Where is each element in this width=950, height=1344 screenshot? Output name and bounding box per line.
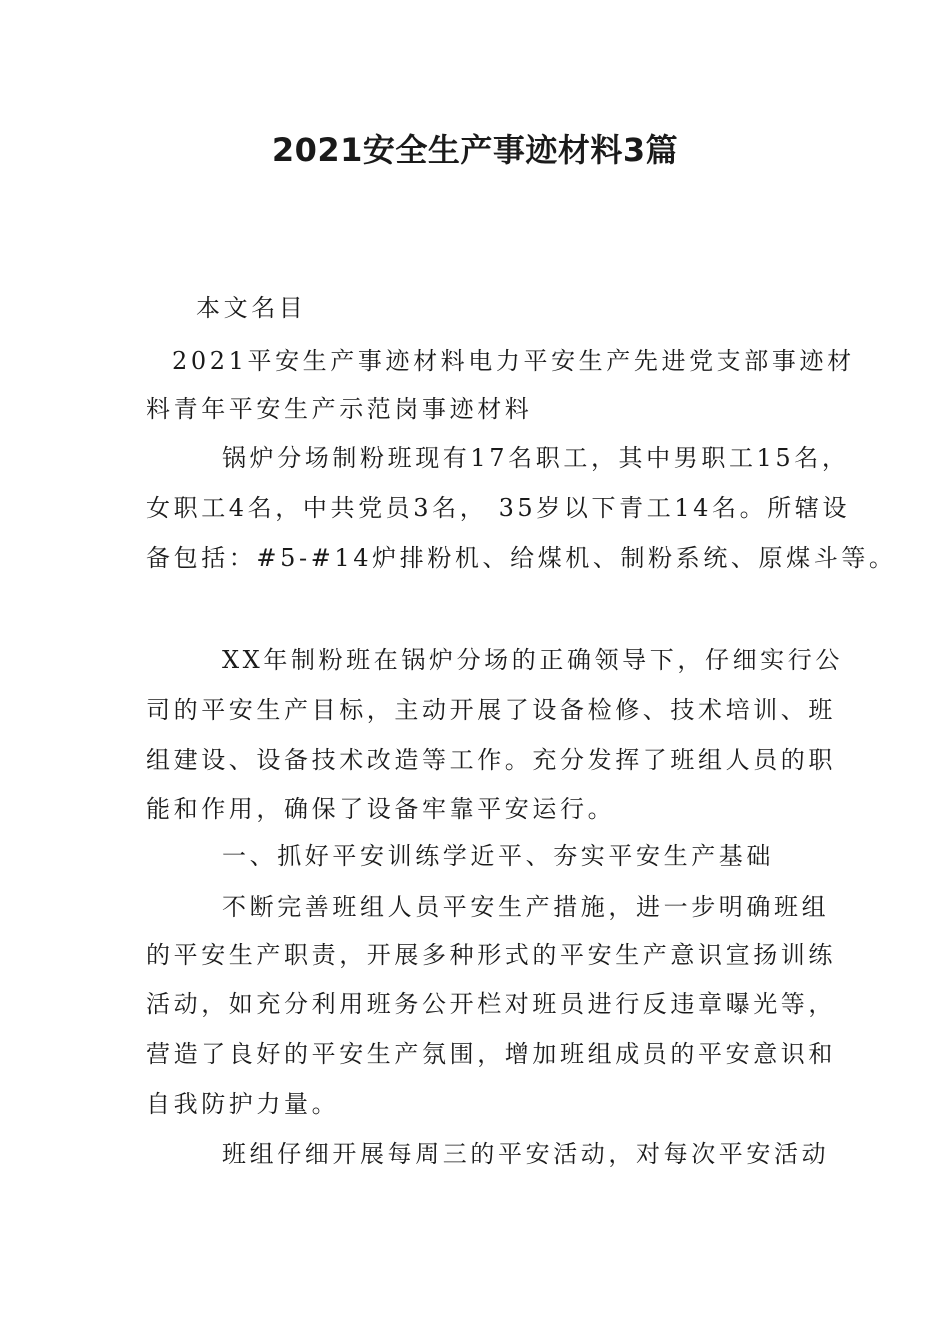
paragraph-3-line-1: 不断完善班组人员平安生产措施，进一步明确班组 xyxy=(222,893,830,921)
paragraph-2-line-2: 司的平安生产目标，主动开展了设备检修、技术培训、班 xyxy=(146,696,836,724)
paragraph-2-line-3: 组建设、设备技术改造等工作。充分发挥了班组人员的职 xyxy=(146,746,836,774)
paragraph-3-line-2: 的平安生产职责，开展多种形式的平安生产意识宣扬训练 xyxy=(146,941,836,969)
paragraph-2-line-4: 能和作用，确保了设备牢靠平安运行。 xyxy=(146,795,616,823)
toc-line-2: 料青年平安生产示范岗事迹材料 xyxy=(146,395,533,423)
paragraph-3-line-4: 营造了良好的平安生产氛围，增加班组成员的平安意识和 xyxy=(146,1040,836,1068)
paragraph-3-line-5: 自我防护力量。 xyxy=(146,1090,340,1118)
paragraph-1-line-3: 备包括：#5-#14炉排粉机、给煤机、制粉系统、原煤斗等。 xyxy=(146,544,897,572)
paragraph-1-line-1: 锅炉分场制粉班现有17名职工，其中男职工15名， xyxy=(222,444,850,472)
toc-heading: 本文名目 xyxy=(196,294,307,322)
paragraph-1-line-2: 女职工4名，中共党员3名， 35岁以下青工14名。所辖设 xyxy=(146,494,851,522)
paragraph-4-line-1: 班组仔细开展每周三的平安活动，对每次平安活动 xyxy=(222,1140,830,1168)
toc-line-1: 2021平安生产事迹材料电力平安生产先进党支部事迹材 xyxy=(172,347,855,375)
section-heading-1: 一、抓好平安训练学近平、夯实平安生产基础 xyxy=(222,842,774,870)
paragraph-3-line-3: 活动，如充分利用班务公开栏对班员进行反违章曝光等， xyxy=(146,990,836,1018)
paragraph-2-line-1: XX年制粉班在锅炉分场的正确领导下，仔细实行公 xyxy=(222,646,843,674)
document-title: 2021安全生产事迹材料3篇 xyxy=(271,131,679,169)
